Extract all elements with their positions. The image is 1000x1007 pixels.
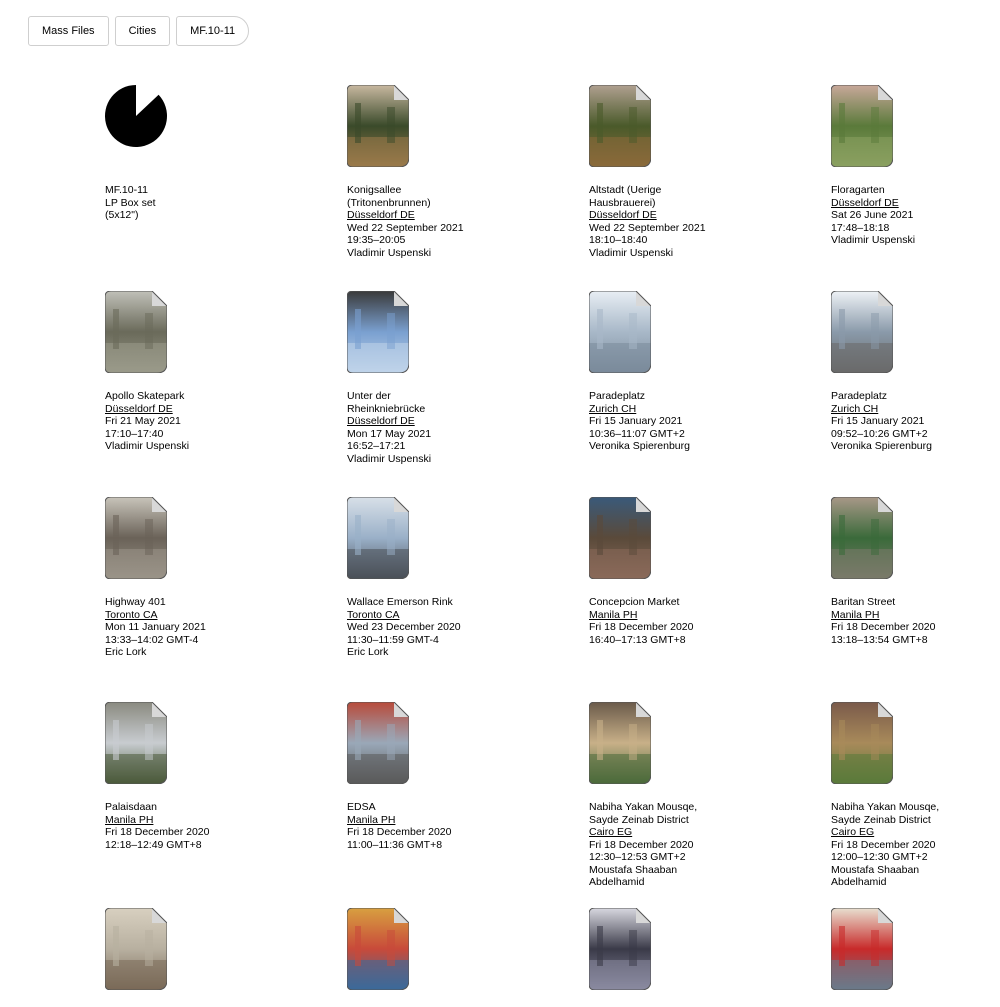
- file-title: Nabiha Yakan Mousqe, Sayde Zeinab District: [831, 801, 940, 826]
- file-date: Fri 18 December 2020: [589, 838, 694, 851]
- file-time: 11:30–11:59 GMT-4: [347, 633, 439, 646]
- file-time: 17:10–17:40: [105, 427, 164, 440]
- file-title: Unter der Rheinkniebrücke: [347, 390, 426, 415]
- file-time: 11:00–11:36 GMT+8: [347, 838, 443, 851]
- file-date: Sat 26 June 2021: [831, 209, 914, 221]
- file-meta: [831, 596, 949, 646]
- file-meta: [831, 390, 949, 453]
- file-location-link[interactable]: Düsseldorf DE: [347, 415, 415, 427]
- file-date: Wed 23 December 2020: [347, 621, 461, 633]
- file-card[interactable]: [347, 85, 497, 259]
- photo-file-icon: [347, 908, 409, 990]
- file-date: Fri 18 December 2020: [589, 621, 694, 633]
- album-line: LP Box set: [105, 196, 156, 209]
- file-location-link[interactable]: Toronto CA: [105, 608, 158, 621]
- file-meta: [589, 390, 707, 453]
- file-time: 17:48–18:18: [831, 221, 890, 234]
- file-meta: [105, 596, 223, 659]
- file-date: Fri 18 December 2020: [347, 826, 452, 838]
- file-time: 16:52–17:21: [347, 440, 406, 452]
- file-card[interactable]: [105, 291, 255, 453]
- photo-file-icon: [589, 702, 651, 784]
- file-date: Fri 15 January 2021: [589, 415, 683, 427]
- file-time: 10:36–11:07 GMT+2: [589, 427, 685, 440]
- file-meta: [347, 184, 465, 259]
- photo-file-icon: [347, 291, 409, 373]
- breadcrumb-item-cities[interactable]: Cities: [115, 16, 171, 46]
- album-meta: [105, 184, 223, 222]
- album-card[interactable]: [105, 85, 255, 222]
- file-title: Apollo Skatepark: [105, 390, 185, 402]
- file-title: Baritan Street: [831, 596, 896, 608]
- file-author: Vladimir Uspenski: [347, 452, 432, 465]
- file-card[interactable]: [347, 702, 497, 851]
- file-location-link[interactable]: Toronto CA: [347, 608, 400, 621]
- file-location-link[interactable]: Cairo EG: [589, 826, 633, 838]
- file-meta: [347, 801, 465, 851]
- file-date: Fri 18 December 2020: [831, 838, 936, 851]
- file-title: Altstadt (Uerige Hausbrauerei): [589, 184, 662, 209]
- file-date: Wed 22 September 2021: [589, 221, 706, 234]
- photo-file-icon: [347, 85, 409, 167]
- photo-file-icon: [831, 85, 893, 167]
- file-date: Mon 17 May 2021: [347, 427, 432, 440]
- file-meta: [831, 184, 949, 247]
- file-time: 19:35–20:05: [347, 234, 406, 246]
- file-card[interactable]: [105, 702, 255, 851]
- file-location-link[interactable]: Manila PH: [347, 813, 396, 826]
- file-meta: [347, 390, 465, 465]
- file-card[interactable]: [347, 291, 497, 465]
- file-title: Highway 401: [105, 596, 166, 608]
- file-meta: [589, 184, 707, 259]
- file-card[interactable]: [589, 291, 739, 453]
- file-location-link[interactable]: Düsseldorf DE: [831, 196, 899, 209]
- file-title: Concepcion Market: [589, 596, 680, 608]
- file-date: Mon 11 January 2021: [105, 621, 206, 633]
- file-card[interactable]: [831, 908, 981, 1007]
- file-date: Fri 15 January 2021: [831, 415, 925, 427]
- file-time: 18:10–18:40: [589, 234, 648, 246]
- file-time: 12:30–12:53 GMT+2: [589, 851, 686, 863]
- photo-file-icon: [105, 291, 167, 373]
- file-date: Fri 18 December 2020: [831, 621, 936, 633]
- progress-pie-icon: [105, 85, 167, 147]
- photo-file-icon: [347, 497, 409, 579]
- photo-file-icon: [831, 702, 893, 784]
- file-meta: [347, 596, 465, 659]
- file-author: Vladimir Uspenski: [589, 246, 674, 259]
- file-card[interactable]: [105, 908, 255, 1007]
- file-date: Fri 21 May 2021: [105, 415, 181, 427]
- file-time: 09:52–10:26 GMT+2: [831, 427, 928, 440]
- file-title: Palaisdaan: [105, 801, 157, 813]
- file-author: Veronika Spierenburg: [831, 440, 932, 452]
- file-date: Fri 18 December 2020: [105, 826, 210, 838]
- file-time: 16:40–17:13 GMT+8: [589, 633, 686, 646]
- file-location-link[interactable]: Cairo EG: [831, 826, 875, 838]
- photo-file-icon: [589, 908, 651, 990]
- file-title: Konigsallee (Tritonenbrunnen): [347, 184, 431, 209]
- file-author: Moustafa Shaaban Abdelhamid: [831, 863, 920, 888]
- file-card[interactable]: [831, 702, 981, 889]
- file-author: Eric Lork: [105, 646, 147, 658]
- file-card[interactable]: [831, 85, 981, 247]
- file-title: Nabiha Yakan Mousqe, Sayde Zeinab District: [589, 801, 698, 826]
- photo-file-icon: [589, 85, 651, 167]
- file-author: Moustafa Shaaban Abdelhamid: [589, 863, 678, 888]
- photo-file-icon: [589, 291, 651, 373]
- file-card[interactable]: [347, 497, 497, 659]
- file-card[interactable]: [589, 702, 739, 889]
- file-meta: [105, 390, 223, 453]
- file-time: 12:18–12:49 GMT+8: [105, 838, 202, 851]
- file-time: 13:33–14:02 GMT-4: [105, 633, 199, 646]
- file-card[interactable]: [347, 908, 497, 1007]
- file-location-link[interactable]: Zurich CH: [589, 402, 637, 415]
- photo-file-icon: [105, 702, 167, 784]
- file-location-link[interactable]: Düsseldorf DE: [105, 402, 173, 415]
- file-location-link[interactable]: Manila PH: [831, 608, 880, 621]
- photo-file-icon: [347, 702, 409, 784]
- breadcrumb-item-mass-files[interactable]: Mass Files: [28, 16, 109, 46]
- file-date: Wed 22 September 2021: [347, 221, 464, 234]
- file-meta: [589, 596, 707, 646]
- file-author: Veronika Spierenburg: [589, 440, 690, 452]
- file-author: Eric Lork: [347, 646, 389, 658]
- file-time: 12:00–12:30 GMT+2: [831, 851, 928, 863]
- file-location-link[interactable]: Manila PH: [105, 813, 154, 826]
- breadcrumb-item-current[interactable]: MF.10-11: [176, 16, 249, 46]
- photo-file-icon: [831, 497, 893, 579]
- photo-file-icon: [831, 908, 893, 990]
- file-card[interactable]: [589, 497, 739, 646]
- file-location-link[interactable]: Zurich CH: [831, 402, 879, 415]
- file-card[interactable]: [831, 291, 981, 453]
- file-location-link[interactable]: Manila PH: [589, 608, 638, 621]
- file-title: Floragarten: [831, 184, 885, 196]
- photo-file-icon: [589, 497, 651, 579]
- file-author: Vladimir Uspenski: [347, 246, 432, 259]
- photo-file-icon: [105, 908, 167, 990]
- file-meta: [831, 801, 949, 889]
- file-location-link[interactable]: Düsseldorf DE: [347, 209, 415, 221]
- file-time: 13:18–13:54 GMT+8: [831, 633, 928, 646]
- album-line: MF.10-11: [105, 184, 148, 196]
- file-meta: [105, 801, 223, 851]
- file-card[interactable]: [831, 497, 981, 646]
- photo-file-icon: [105, 497, 167, 579]
- file-title: Wallace Emerson Rink: [347, 596, 453, 608]
- file-author: Vladimir Uspenski: [831, 234, 916, 246]
- file-title: Paradeplatz: [831, 390, 888, 402]
- file-title: EDSA: [347, 801, 376, 813]
- file-card[interactable]: [105, 497, 255, 659]
- file-card[interactable]: [589, 908, 739, 1007]
- file-title: Paradeplatz: [589, 390, 646, 402]
- album-line: (5x12"): [105, 209, 139, 221]
- photo-file-icon: [831, 291, 893, 373]
- file-meta: [589, 801, 707, 889]
- file-card[interactable]: [589, 85, 739, 259]
- file-location-link[interactable]: Düsseldorf DE: [589, 209, 657, 221]
- file-author: Vladimir Uspenski: [105, 440, 190, 452]
